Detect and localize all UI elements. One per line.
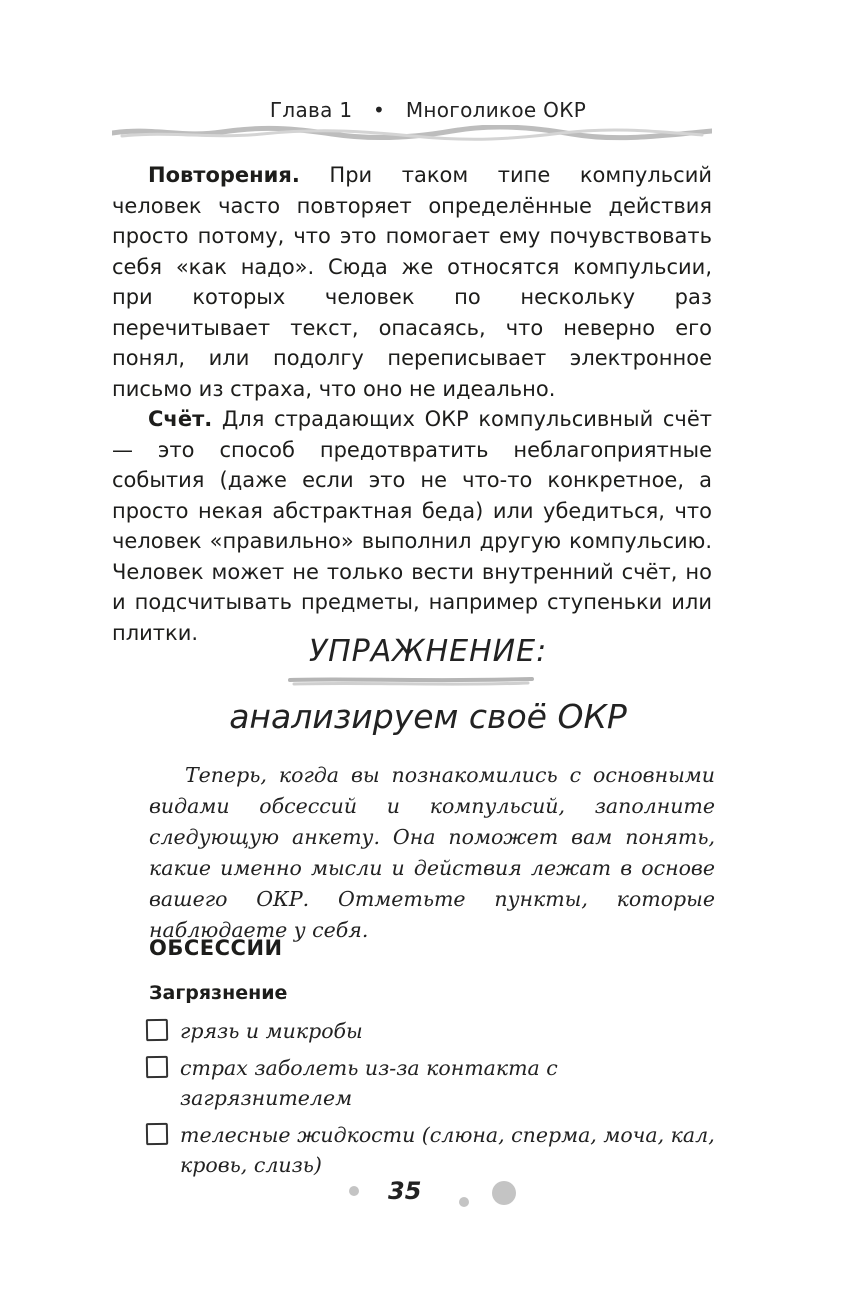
checklist-label: телесные жидкости (слюна, сперма, моча, кал, кровь, слизь): [180, 1123, 715, 1177]
checkbox-icon[interactable]: [146, 1123, 168, 1145]
checklist-label: грязь и микробы: [180, 1019, 363, 1043]
checklist: [146, 1016, 716, 1187]
checklist-item[interactable]: [146, 1016, 716, 1046]
chapter-title: Многоликое ОКР: [405, 98, 587, 122]
body-text: [112, 160, 712, 648]
paragraph-lead: Счёт.: [148, 407, 213, 431]
dot-small-icon: [459, 1197, 469, 1207]
checklist-item[interactable]: [146, 1053, 716, 1113]
paragraph-text: Для страдающих ОКР компульсивный счёт — это способ предотвратить неблагоприятные события (даже если это не что-то конкретное, а просто некая абстрактная беда) или убедиться, что человек «правильно» выполнил другую компульсию. Человек может не только вести внутренний счёт, но и подсчитывать предметы, например ступеньки или плитки.: [112, 407, 712, 645]
checkbox-icon[interactable]: [146, 1019, 168, 1041]
checkbox-icon[interactable]: [146, 1056, 168, 1078]
header-separator: •: [373, 98, 386, 122]
page-number: 35: [388, 1177, 422, 1205]
header-wave-divider: [112, 125, 712, 141]
paragraph-lead: Повторения.: [148, 163, 300, 187]
section-heading: ОБСЕССИИ: [149, 936, 283, 960]
exercise-intro: [149, 760, 715, 946]
running-head: [0, 98, 856, 122]
paragraph-repetitions: [112, 160, 712, 404]
dot-small-icon: [349, 1186, 359, 1196]
exercise-title-underline: [288, 676, 534, 688]
exercise-intro-text: Теперь, когда вы познакомились с основными видами обсессий и компульсий, заполните следующую анкету. Она поможет вам понять, какие именно мысли и действия лежат в основе вашего ОКР. Отметьте пункты, которые наблюдаете у себя.: [149, 763, 715, 942]
section-subheading: Загрязнение: [149, 982, 288, 1004]
footer-dots-ornament: [340, 1176, 520, 1216]
chapter-label: Глава 1: [269, 98, 353, 122]
paragraph-counting: [112, 404, 712, 648]
paragraph-text: При таком типе компульсий человек часто повторяет определённые действия просто потому, что это помогает ему почувствовать себя «как надо». Сюда же относятся компульсии, при которых человек по нескольку раз перечитывает текст, опасаясь, что неверно его понял, или подолгу переписывает электронное письмо из страха, что оно не идеально.: [112, 163, 712, 401]
checklist-label: страх заболеть из-за контакта с загрязнителем: [180, 1056, 558, 1110]
dot-large-icon: [492, 1181, 516, 1205]
exercise-title: УПРАЖНЕНИЕ:: [308, 634, 548, 669]
exercise-subtitle: анализируем своё ОКР: [229, 697, 627, 736]
checklist-item[interactable]: [146, 1120, 716, 1180]
